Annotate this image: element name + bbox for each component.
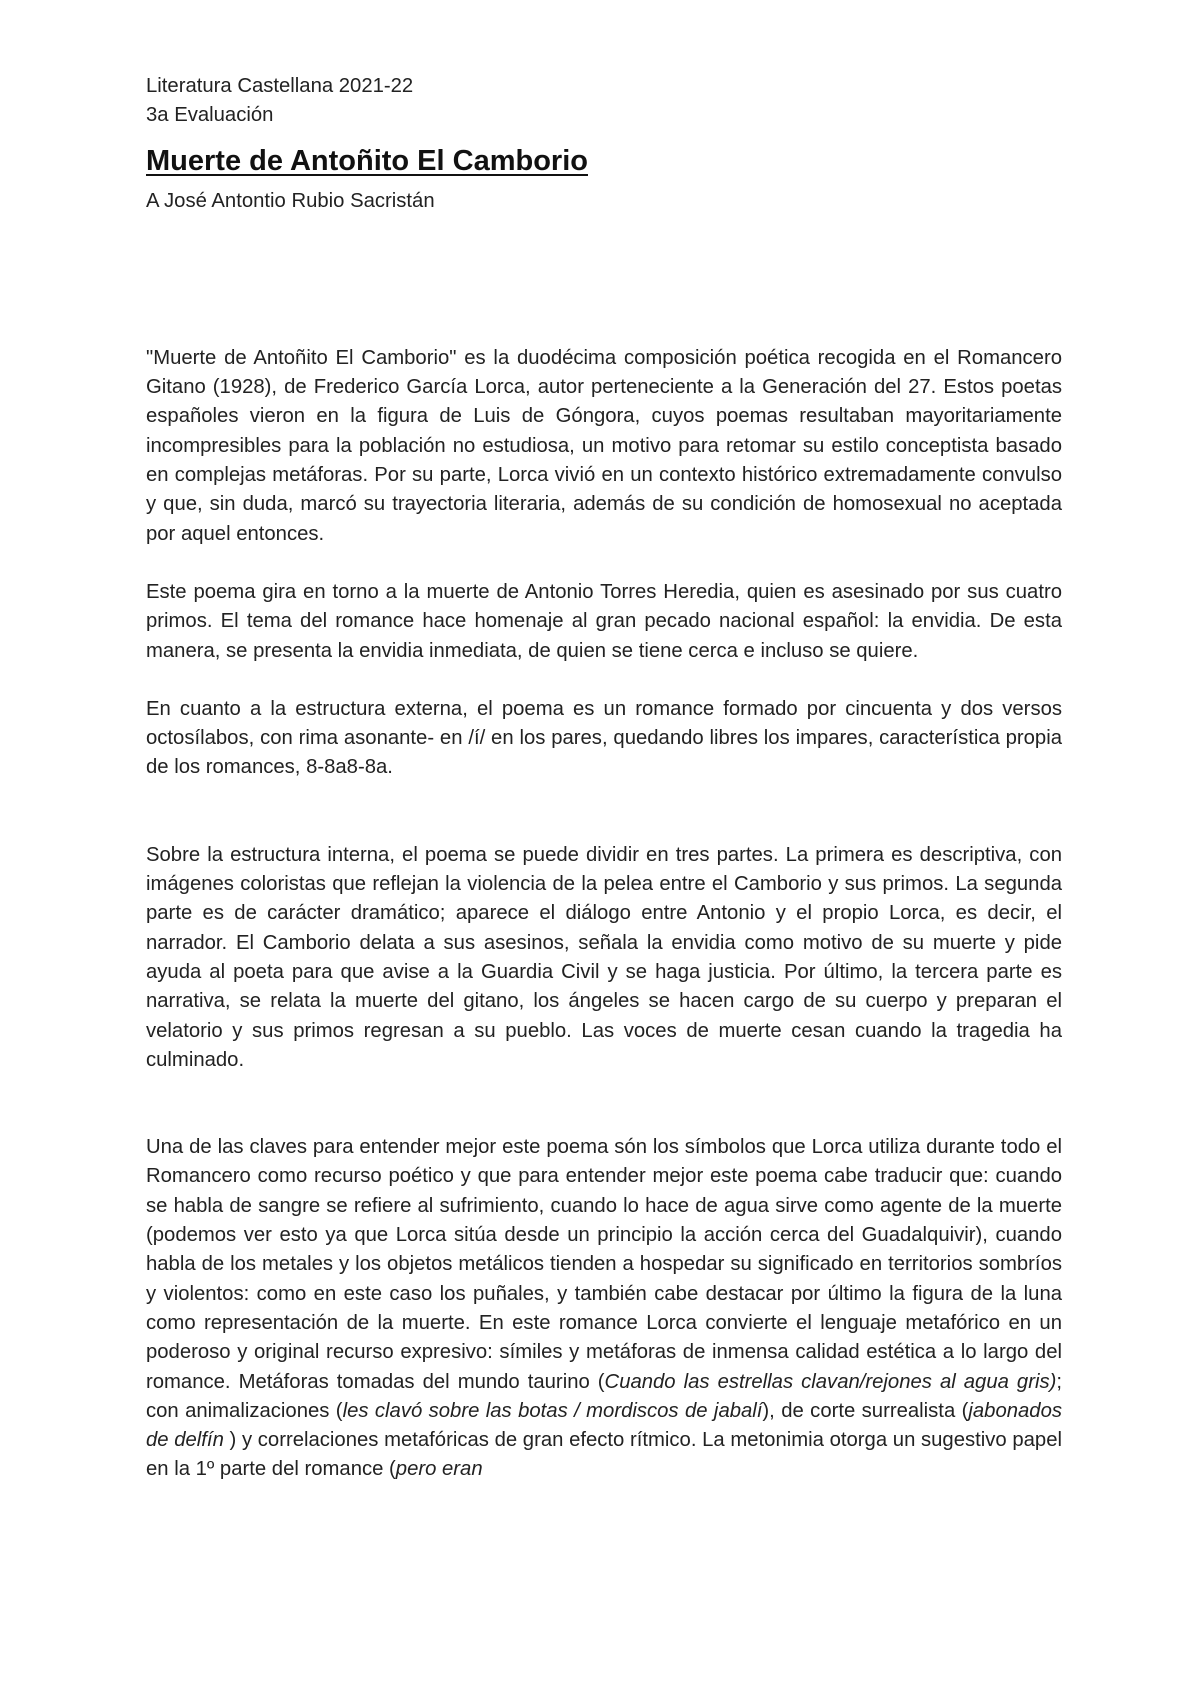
course-line: Literatura Castellana 2021-22 <box>146 75 414 97</box>
italic-quote: pero eran <box>395 1458 483 1481</box>
dedication: A José Antontio Rubio Sacristán <box>146 189 435 212</box>
paragraph-theme: Este poema gira en torno a la muerte de Antonio Torres Heredia, quien es asesinado por sus cuatro primos. El tema del romance hace homenaje al gran pecado nacional español: la envidia. De esta manera, se presenta la envidia inmediata, de quien se tiene cerca e incluso se quiere. <box>146 580 1062 662</box>
paragraph-internal-structure: Sobre la estructura interna, el poema se puede dividir en tres partes. La primera es descriptiva, con imágenes coloristas que reflejan la violencia de la pelea entre el Camborio y sus primos. La segunda parte es de carácter dramático; aparece el diálogo entre Antonio y el propio Lorca, es decir, el narrador. El Camborio delata a sus asesinos, señala la envidia como motivo de su muerte y pide ayuda al poeta para que avise a la Guardia Civil y se haga justicia. Por último, la tercera parte es narrativa, se relata la muerte del gitano, los ángeles se hacen cargo de su cuerpo y preparan el velatorio y sus primos regresan a su pueblo. Las voces de muerte cesan cuando la tragedia ha culminado. <box>146 843 1062 1071</box>
paragraph-context: "Muerte de Antoñito El Camborio" es la duodécima composición poética recogida en el Romancero Gitano (1928), de Frederico García Lorca, autor perteneciente a la Generación del 27. Estos poetas españoles vieron en la figura de Luis de Góngora, cuyos poemas resultaban mayoritariamente incompresibles para la población no estudiosa, un motivo para retomar su estilo conceptista basado en complejas metáforas. Por su parte, Lorca vivió en un contexto histórico extremadamente convulso y que, sin duda, marcó su trayectoria literaria, además de su condición de homosexual no aceptada por aquel entonces. <box>146 346 1062 545</box>
paragraph-symbols <box>146 1133 1062 1485</box>
text-segment: ; con animalizaciones ( <box>146 1370 1062 1422</box>
term-line: 3a Evaluación <box>146 104 274 127</box>
text-segment: Una de las claves para entender mejor este poema són los símbolos que Lorca utiliza durante todo el Romancero como recurso poético y que para entender mejor este poema cabe traducir que: cuando se habla de sangre se refiere al sufrimiento, cuando lo hace de agua sirve como agente de la muerte (podemos ver esto ya que Lorca sitúa desde un principio la acción cerca del Guadalquivir), cuando habla de los metales y los objetos metálicos tienden a hospedar su significado en territorios sombríos y violentos: como en este caso los puñales, y también cabe destacar por último la figura de la luna como representación de la muerte. En este romance Lorca convierte el lenguaje metafórico en un poderoso y original recurso expresivo: símiles y metáforas de inmensa calidad estética a lo largo del romance. Metáforas tomadas del mundo taurino ( <box>146 1136 1062 1393</box>
document-body <box>146 72 1062 1485</box>
document-title: Muerte de Antoñito El Camborio <box>146 144 588 177</box>
italic-quote: Cuando las estrellas clavan/rejones al agua gris) <box>604 1370 1057 1393</box>
italic-quote: jabonados de delfín <box>146 1399 1062 1452</box>
paragraph-external-structure: En cuanto a la estructura externa, el poema es un romance formado por cincuenta y dos versos octosílabos, con rima asonante- en /í/ en los pares, quedando libres los impares, característica propia de los romances, 8-8a8-8a. <box>146 697 1062 779</box>
text-segment: ), de corte surrealista ( <box>762 1399 969 1422</box>
text-segment: ) y correlaciones metafóricas de gran efecto rítmico. La metonimia otorga un sugestivo papel en la 1º parte del romance ( <box>146 1429 1062 1481</box>
italic-quote: les clavó sobre las botas / mordiscos de jabalí <box>342 1399 763 1422</box>
